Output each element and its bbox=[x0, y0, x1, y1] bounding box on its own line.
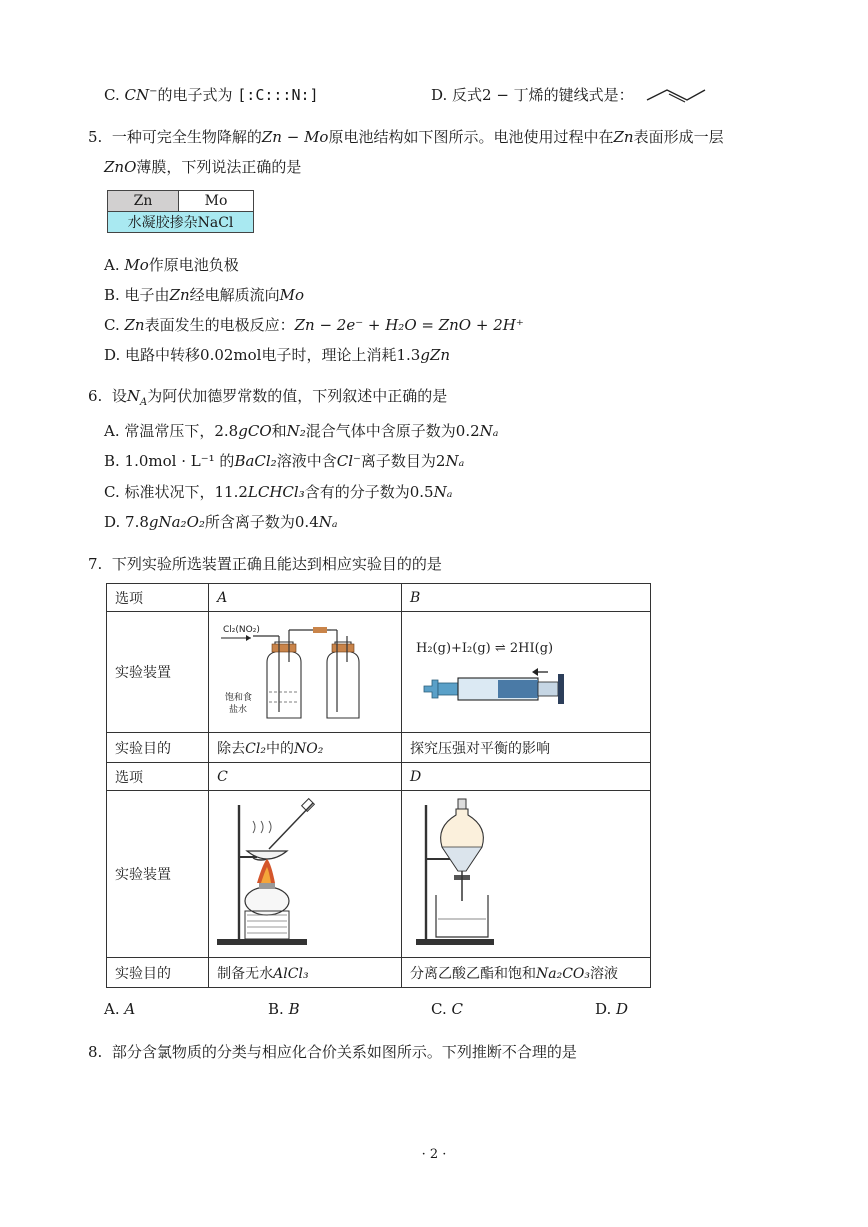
cell-col-a: A bbox=[209, 584, 402, 612]
q5-option-c: C. Zn表面发生的电极反应：Zn − 2e⁻ + H₂O = ZnO + 2H⁺ bbox=[104, 316, 524, 334]
separatory-funnel-figure bbox=[402, 791, 650, 953]
q5-option-b: B. 电子由Zn经电解质流向Mo bbox=[104, 286, 305, 304]
q7-answer-c: C. C bbox=[431, 1000, 463, 1018]
cell-col-c: C bbox=[209, 763, 402, 791]
cell-device-d bbox=[401, 791, 650, 958]
q6-option-c: C. 标准状况下，11.2LCHCl₃含有的分子数为0.5Nₐ bbox=[104, 483, 453, 501]
table-row bbox=[107, 763, 651, 791]
q4-option-c: C. CN−的电子式为 [:C:::N:] bbox=[104, 86, 319, 104]
q7-answer-a: A. A bbox=[104, 1000, 136, 1018]
trans-2-butene-skeletal bbox=[645, 82, 707, 104]
table-row bbox=[107, 612, 651, 733]
q4-option-d: D. 反式2 − 丁烯的键线式是： bbox=[431, 86, 634, 104]
zn-electrode: Zn bbox=[108, 191, 179, 212]
table-row bbox=[107, 584, 651, 612]
electron-formula: [:C:::N:] bbox=[237, 86, 319, 104]
evaporation-dish-figure bbox=[209, 791, 399, 953]
hydrogel-electrolyte: 水凝胶掺杂NaCl bbox=[108, 212, 254, 233]
cell-purpose-a: 除去Cl₂中的NO₂ bbox=[209, 733, 402, 763]
q6-stem: 6. 设$N_A$为阿伏加德罗常数的值，下列叙述中正确的是 bbox=[88, 387, 448, 408]
cell-option-label-2: 选项 bbox=[107, 763, 209, 791]
fig-a-liquid-label-2: 盐水 bbox=[229, 705, 248, 715]
cell-device-c bbox=[209, 791, 402, 958]
cell-device-label: 实验装置 bbox=[107, 612, 209, 733]
q5-option-a: A. Mo作原电池负极 bbox=[104, 256, 239, 274]
q7-answer-d: D. D bbox=[595, 1000, 629, 1018]
cell-purpose-label-2: 实验目的 bbox=[107, 958, 209, 988]
gas-washing-bottles-figure bbox=[209, 612, 399, 728]
q5-stem-line1: 5. 一种可完全生物降解的Zn − Mo原电池结构如下图所示。电池使用过程中在Zn表面形成一层 bbox=[88, 128, 724, 146]
cell-device-a bbox=[209, 612, 402, 733]
experiment-table bbox=[106, 583, 651, 988]
q5-stem-line2: ZnO薄膜，下列说法正确的是 bbox=[104, 158, 302, 176]
cell-purpose-b: 探究压强对平衡的影响 bbox=[401, 733, 650, 763]
page-number: · 2 · bbox=[421, 1147, 447, 1162]
cell-purpose-c: 制备无水AlCl₃ bbox=[209, 958, 402, 988]
cell-option-label: 选项 bbox=[107, 584, 209, 612]
cell-device-label-2: 实验装置 bbox=[107, 791, 209, 958]
fig-b-equation: H₂(g)+I₂(g) ⇌ 2HI(g) bbox=[415, 641, 554, 656]
fig-a-liquid-label-1: 饱和食 bbox=[225, 693, 253, 703]
q8-stem: 8. 部分含氯物质的分类与相应化合价关系如图所示。下列推断不合理的是 bbox=[88, 1043, 577, 1061]
cell-purpose-label: 实验目的 bbox=[107, 733, 209, 763]
table-row bbox=[107, 733, 651, 763]
q6-option-d: D. 7.8gNa₂O₂所含离子数为0.4Nₐ bbox=[104, 513, 338, 531]
battery-structure-diagram bbox=[107, 190, 254, 233]
mo-electrode: Mo bbox=[179, 191, 254, 212]
cell-purpose-d: 分离乙酸乙酯和饱和Na₂CO₃溶液 bbox=[401, 958, 650, 988]
q5-option-d: D. 电路中转移0.02mol电子时，理论上消耗1.3gZn bbox=[104, 346, 451, 364]
cell-device-b bbox=[401, 612, 650, 733]
table-row bbox=[107, 791, 651, 958]
q7-stem: 7. 下列实验所选装置正确且能达到相应实验目的的是 bbox=[88, 555, 442, 573]
syringe-equilibrium-figure bbox=[402, 612, 650, 728]
fig-a-gas-label: Cl₂(NO₂) bbox=[223, 625, 261, 635]
table-row bbox=[107, 958, 651, 988]
cell-col-b: B bbox=[401, 584, 650, 612]
q7-answer-b: B. B bbox=[268, 1000, 300, 1018]
q6-option-b: B. 1.0mol · L⁻¹ 的BaCl₂溶液中含Cl⁻离子数目为2Nₐ bbox=[104, 452, 465, 470]
q6-option-a: A. 常温常压下，2.8gCO和N₂混合气体中含原子数为0.2Nₐ bbox=[104, 422, 499, 440]
cell-col-d: D bbox=[401, 763, 650, 791]
